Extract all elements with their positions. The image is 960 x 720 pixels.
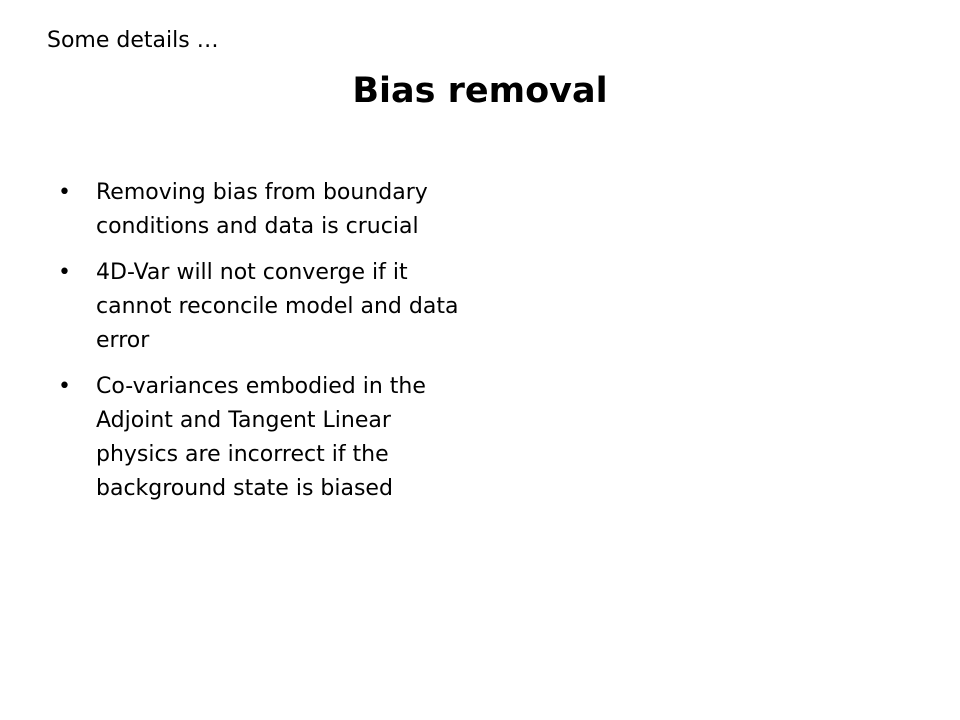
section-subtitle: Some details … [47,28,219,53]
slide-title: Bias removal [352,71,608,111]
bullet-dot-icon: • [58,374,71,399]
bullet-item [58,370,478,506]
bullet-dot-icon: • [58,180,71,205]
bullet-dot-icon: • [58,260,71,285]
bullet-text: 4D-Var will not converge if it cannot reconcile model and data error [96,260,459,353]
bullet-item [58,176,478,244]
bullet-item [58,256,478,358]
bullet-list [58,176,478,518]
bullet-text: Co-variances embodied in the Adjoint and Tangent Linear physics are incorrect if the background state is biased [96,374,426,501]
bullet-text: Removing bias from boundary conditions and data is crucial [96,180,428,239]
